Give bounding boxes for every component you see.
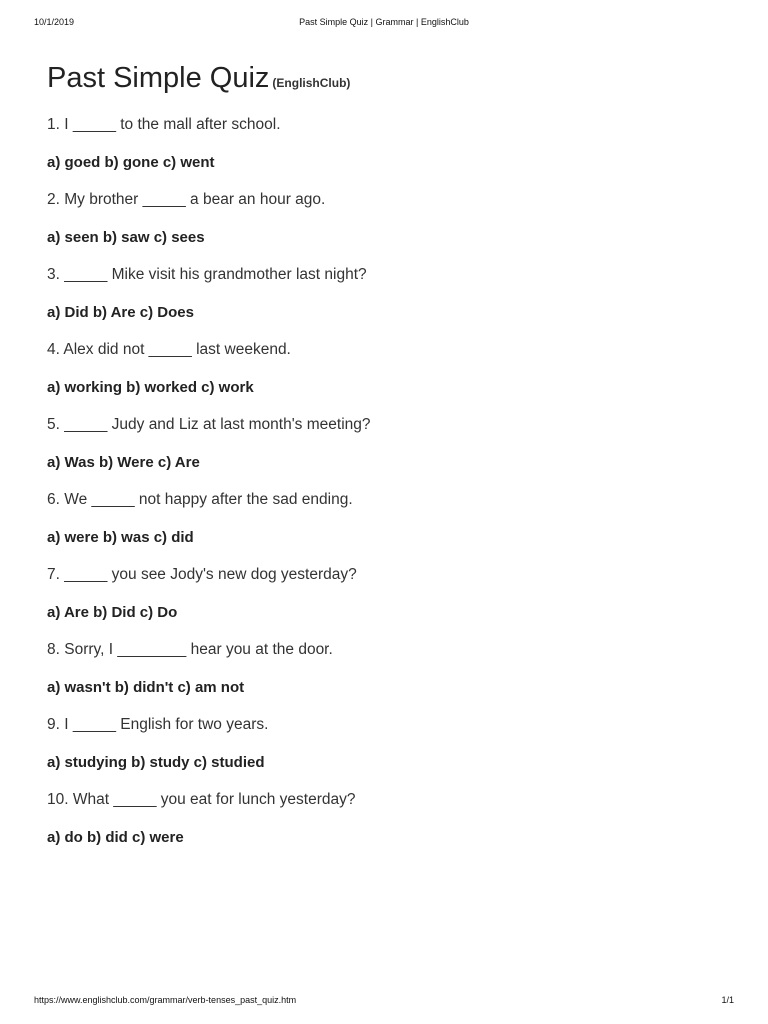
- answer-options: a) goed b) gone c) went: [47, 153, 215, 171]
- quiz-item: [47, 791, 727, 866]
- question-text: 2. My brother _____ a bear an hour ago.: [47, 191, 326, 208]
- answer-options: a) studying b) study c) studied: [47, 753, 265, 771]
- answer-options: a) were b) was c) did: [47, 528, 194, 546]
- quiz-item: [47, 641, 727, 716]
- quiz-content: [47, 58, 727, 866]
- print-header: [34, 17, 734, 31]
- print-footer: [34, 995, 734, 1009]
- quiz-item: [47, 266, 727, 341]
- page-title: [47, 58, 727, 98]
- answer-options: a) Was b) Were c) Are: [47, 453, 200, 471]
- answer-options: a) wasn't b) didn't c) am not: [47, 678, 245, 696]
- question-text: 5. _____ Judy and Liz at last month's meeting?: [47, 416, 371, 433]
- quiz-title: Past Simple Quiz: [47, 62, 270, 94]
- print-date: 10/1/2019: [34, 17, 75, 27]
- question-list: [47, 116, 727, 866]
- question-text: 10. What _____ you eat for lunch yesterday?: [47, 791, 356, 808]
- question-text: 1. I _____ to the mall after school.: [47, 116, 281, 133]
- question-text: 7. _____ you see Jody's new dog yesterday?: [47, 566, 357, 583]
- answer-options: a) working b) worked c) work: [47, 378, 254, 396]
- page-number: 1/1: [721, 995, 734, 1005]
- question-text: 3. _____ Mike visit his grandmother last night?: [47, 266, 367, 283]
- print-url: https://www.englishclub.com/grammar/verb-tenses_past_quiz.htm: [34, 995, 297, 1005]
- quiz-item: [47, 341, 727, 416]
- question-text: 4. Alex did not _____ last weekend.: [47, 341, 291, 358]
- print-page-title: Past Simple Quiz | Grammar | EnglishClub: [299, 17, 469, 27]
- quiz-item: [47, 716, 727, 791]
- question-text: 9. I _____ English for two years.: [47, 716, 269, 733]
- answer-options: a) seen b) saw c) sees: [47, 228, 205, 246]
- quiz-item: [47, 416, 727, 491]
- question-text: 8. Sorry, I ________ hear you at the door.: [47, 641, 333, 658]
- quiz-source: (EnglishClub): [272, 76, 351, 90]
- answer-options: a) Did b) Are c) Does: [47, 303, 194, 321]
- quiz-item: [47, 566, 727, 641]
- question-text: 6. We _____ not happy after the sad ending.: [47, 491, 353, 508]
- quiz-item: [47, 491, 727, 566]
- answer-options: a) Are b) Did c) Do: [47, 603, 178, 621]
- quiz-item: [47, 116, 727, 191]
- answer-options: a) do b) did c) were: [47, 828, 184, 846]
- quiz-item: [47, 191, 727, 266]
